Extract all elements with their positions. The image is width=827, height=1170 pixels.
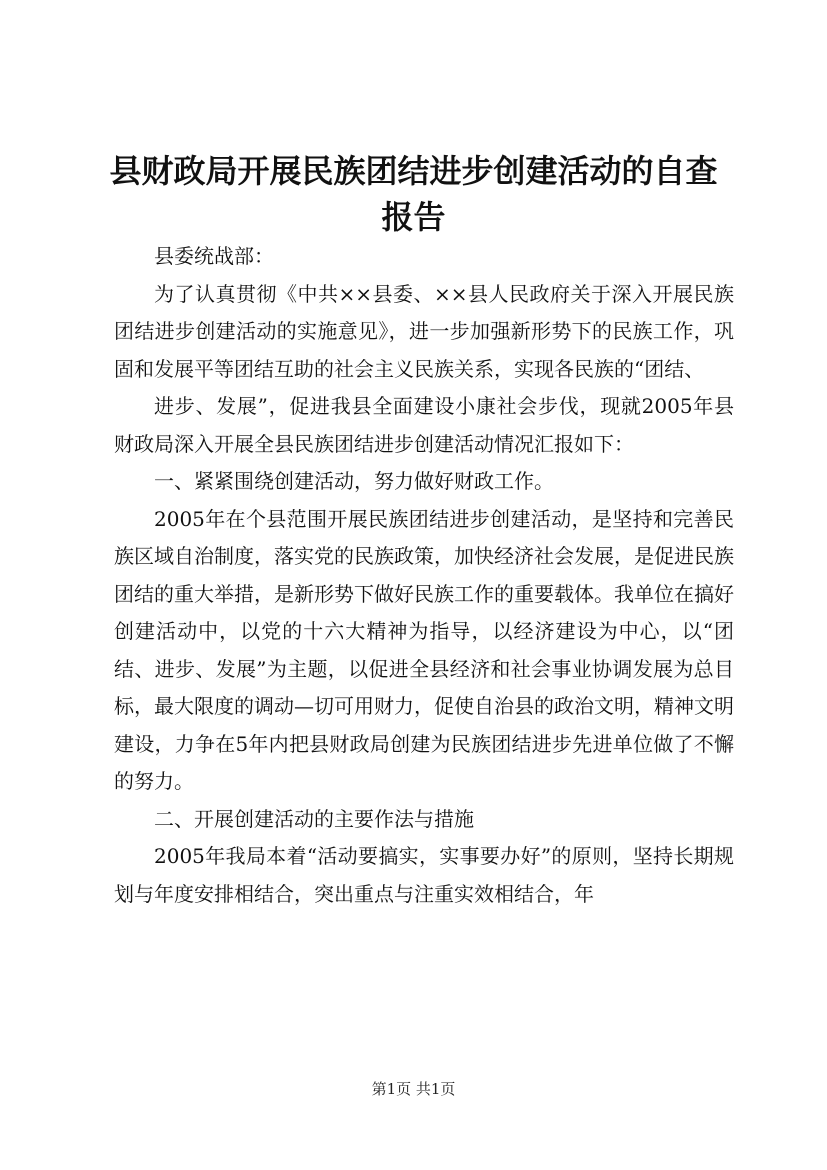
salutation-paragraph: 县委统战部： [154,244,274,268]
document-body [114,238,734,913]
section-one-paragraph: 2005年在个县范围开展民族团结进步创建活动，是坚持和完善民族区域自治制度，落实党的民族政策，加快经济社会发展，是促进民族团结的重大举措，是新形势下做好民族工作的重要载体。我单位在搞好创建活动中，以党的十六大精神为指导，以经济建设为中心，以“团结、进步、发展”为主题，以促进全县经济和社会事业协调发展为总目标，最大限度的调动—切可用财力，促使自治县的政治文明，精神文明建设，力争在5年内把县财政局创建为民族团结进步先进单位做了不懈的努力。 [114,506,734,793]
section-one-heading: 一、紧紧围绕创建活动，努力做好财政工作。 [154,469,554,493]
document-title: 县财政局开展民族团结进步创建活动的自查报告 [109,152,718,236]
intro-paragraph: 为了认真贯彻《中共××县委、××县人民政府关于深入开展民族团结进步创建活动的实施意见》，进一步加强新形势下的民族工作，巩固和发展平等团结互助的社会主义民族关系，实现各民族的“团结、 [114,281,734,381]
intro-continuation-paragraph: 进步、发展”，促进我县全面建设小康社会步伐，现就2005年县财政局深入开展全县民族团结进步创建活动情况汇报如下： [114,394,734,456]
page-number-footer: 第1页 共1页 [371,1080,456,1098]
section-two-paragraph: 2005年我局本着“活动要搞实，实事要办好”的原则，坚持长期规划与年度安排相结合，突出重点与注重实效相结合，年 [114,844,734,906]
section-two-heading: 二、开展创建活动的主要作法与措施 [154,806,474,831]
